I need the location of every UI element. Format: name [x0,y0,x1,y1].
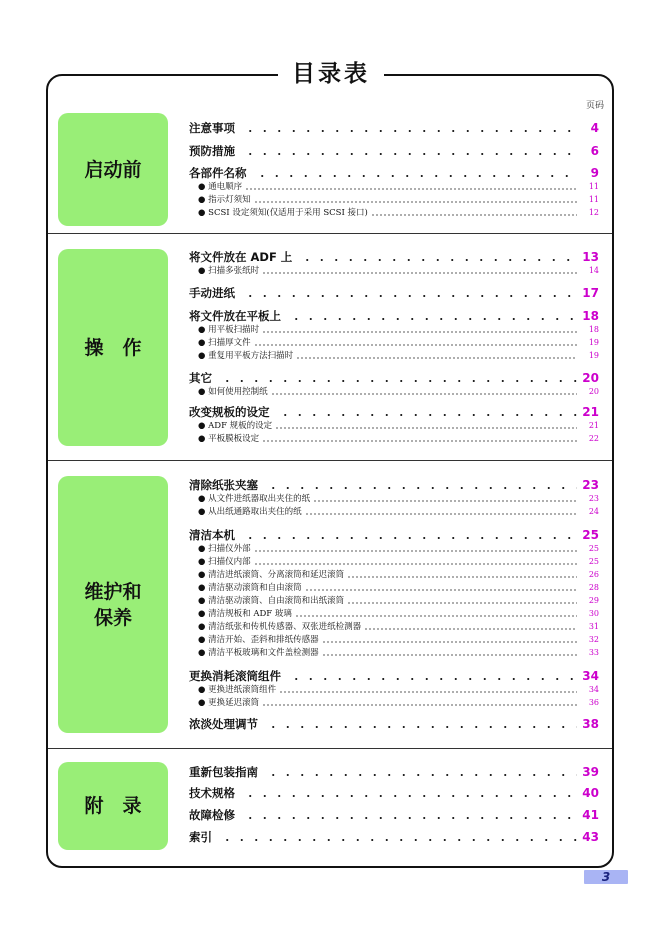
toc-sub-entry[interactable]: ● 重复用平板方法扫描时 19 [198,350,599,360]
toc-entry[interactable]: 更换消耗滚筒组件 34 [189,669,599,682]
toc-sub-entry[interactable]: ● 更换延迟滚筒 36 [198,697,599,707]
toc-sub-entry[interactable]: ● 清洁开始、歪斜和排纸传感器 32 [198,634,599,644]
toc-entry[interactable]: 索引 43 [189,830,599,843]
toc-sub-entry[interactable]: ● 更换进纸滚筒组件 34 [198,684,599,694]
toc-entry[interactable]: 浓淡处理调节 38 [189,717,599,730]
toc-entry[interactable]: 故障检修 41 [189,808,599,821]
section-label-before-start: 启动前 [58,113,168,226]
toc-sub-entry[interactable]: ● 清洁纸张和传机传感器、双张进纸检测器 31 [198,621,599,631]
page-column-label: 页码 [585,101,604,111]
toc-entry[interactable]: 将文件放在平板上 18 [189,309,599,322]
section-divider [48,460,612,461]
toc-entry[interactable]: 技术规格 40 [189,786,599,799]
toc-sub-entry[interactable]: ● 扫描多张纸时 14 [198,265,599,275]
toc-entry[interactable]: 清除纸张夹塞 23 [189,478,599,491]
toc-entry[interactable]: 手动进纸 17 [189,286,599,299]
toc-entry[interactable]: 重新包装指南 39 [189,765,599,778]
toc-sub-entry[interactable]: ● 清洁平板玻璃和文件盖检测器 33 [198,647,599,657]
section-divider [48,233,612,234]
toc-sub-entry[interactable]: ● 用平板扫描时 18 [198,324,599,334]
page-title: 目录表 [0,58,662,90]
toc-sub-entry[interactable]: ● 指示灯须知 11 [198,194,599,204]
toc-sub-entry[interactable]: ● 扫描仪外部 25 [198,543,599,553]
toc-sub-entry[interactable]: ● 从文件进纸器取出夹住的纸 23 [198,493,599,503]
toc-sub-entry[interactable]: ● 扫描厚文件 19 [198,337,599,347]
toc-sub-entry[interactable]: ● 清洁驱动滚筒和自由滚筒 28 [198,582,599,592]
toc-entry[interactable]: 预防措施 6 [189,144,599,157]
toc-sub-entry[interactable]: ● 清洁规板和 ADF 玻璃 30 [198,608,599,618]
section-label-maintenance: 维护和 保养 [58,476,168,733]
toc-entry[interactable]: 改变规板的设定 21 [189,405,599,418]
toc-sub-entry[interactable]: ● 如何使用控制纸 20 [198,386,599,396]
section-label-operation: 操 作 [58,249,168,446]
toc-sub-entry[interactable]: ● 从出纸通路取出夹住的纸 24 [198,506,599,516]
toc-sub-entry[interactable]: ● 扫描仪内部 25 [198,556,599,566]
section-divider [48,748,612,749]
toc-entry[interactable]: 将文件放在 ADF 上 13 [189,250,599,263]
toc-entry[interactable]: 清洁本机 25 [189,528,599,541]
toc-sub-entry[interactable]: ● 清洁驱动滚筒、自由滚筒和出纸滚筒 29 [198,595,599,605]
toc-sub-entry[interactable]: ● ADF 规板的设定 21 [198,420,599,430]
toc-entry[interactable]: 其它 20 [189,371,599,384]
toc-entry[interactable]: 各部件名称 9 [189,166,599,179]
toc-sub-entry[interactable]: ● 平板膜板设定 22 [198,433,599,443]
toc-entry[interactable]: 注意事项 4 [189,121,599,134]
page-number: 3 [584,870,628,884]
toc-sub-entry[interactable]: ● 清洁进纸滚筒、分离滚筒和延迟滚筒 26 [198,569,599,579]
toc-sub-entry[interactable]: ● SCSI 设定须知(仅适用于采用 SCSI 接口) 12 [198,207,599,217]
toc-sub-entry[interactable]: ● 通电顺序 11 [198,181,599,191]
section-label-appendix: 附 录 [58,762,168,850]
